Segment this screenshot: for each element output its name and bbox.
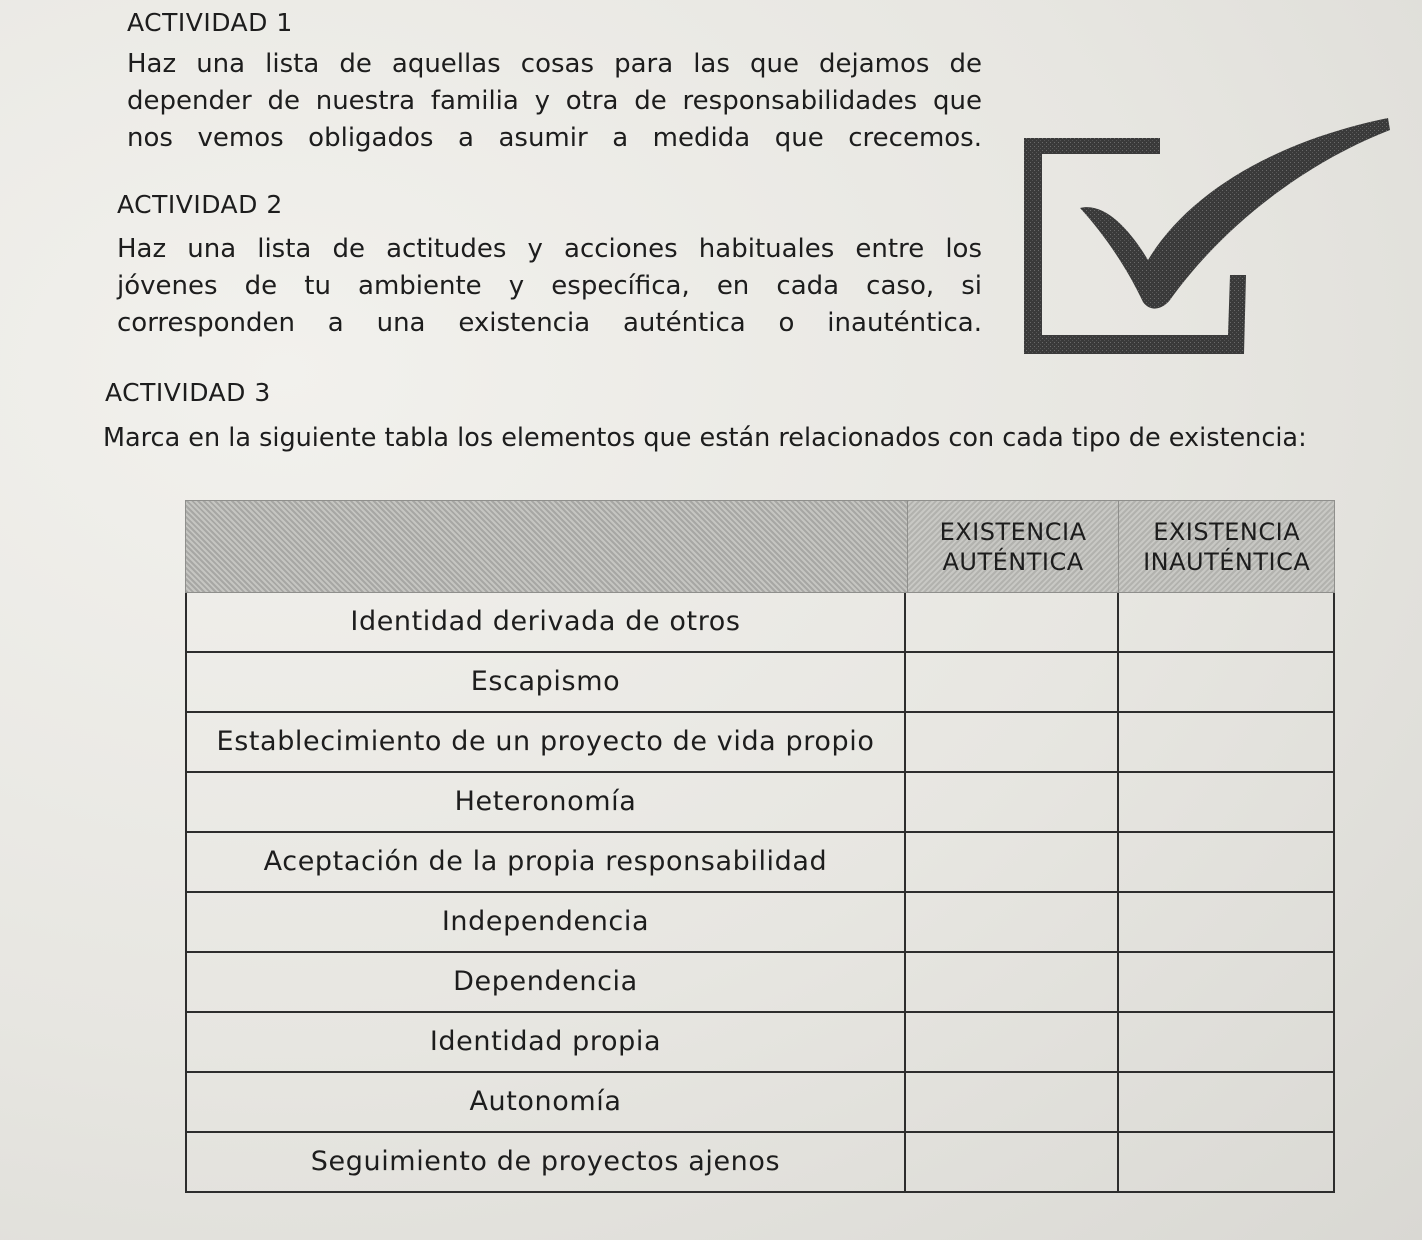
inauthentic-mark-cell[interactable] xyxy=(1117,713,1336,771)
table-row xyxy=(185,653,1335,713)
header-blank-cell xyxy=(185,500,908,593)
table-row xyxy=(185,953,1335,1013)
row-label: Independencia xyxy=(185,893,904,951)
table-row xyxy=(185,593,1335,653)
inauthentic-mark-cell[interactable] xyxy=(1117,593,1336,651)
row-label: Heteronomía xyxy=(185,773,904,831)
header-authentic-line-2: AUTÉNTICA xyxy=(942,548,1084,576)
header-inauthentic xyxy=(1119,500,1335,593)
table-row xyxy=(185,713,1335,773)
authentic-mark-cell[interactable] xyxy=(904,953,1117,1011)
row-label: Establecimiento de un proyecto de vida propio xyxy=(185,713,904,771)
activity1-text xyxy=(127,46,982,157)
table-row xyxy=(185,833,1335,893)
authentic-mark-cell[interactable] xyxy=(904,1073,1117,1131)
activity2-line-2: jóvenes de tu ambiente y específica, en cada caso, si xyxy=(117,271,982,301)
inauthentic-mark-cell[interactable] xyxy=(1117,893,1336,951)
authentic-mark-cell[interactable] xyxy=(904,1133,1117,1191)
activity3-title: ACTIVIDAD 3 xyxy=(105,378,271,407)
table-row xyxy=(185,1013,1335,1073)
inauthentic-mark-cell[interactable] xyxy=(1117,953,1336,1011)
activity2-line-3: corresponden a una existencia auténtica o inauténtica. xyxy=(117,308,982,338)
row-label: Autonomía xyxy=(185,1073,904,1131)
inauthentic-mark-cell[interactable] xyxy=(1117,653,1336,711)
activity1-line-3: nos vemos obligados a asumir a medida que crecemos. xyxy=(127,123,982,153)
row-label: Aceptación de la propia responsabilidad xyxy=(185,833,904,891)
table-row xyxy=(185,1133,1335,1193)
header-authentic xyxy=(908,500,1120,593)
existence-table xyxy=(185,500,1335,1193)
inauthentic-mark-cell[interactable] xyxy=(1117,833,1336,891)
row-label: Escapismo xyxy=(185,653,904,711)
authentic-mark-cell[interactable] xyxy=(904,1013,1117,1071)
inauthentic-mark-cell[interactable] xyxy=(1117,1073,1336,1131)
authentic-mark-cell[interactable] xyxy=(904,833,1117,891)
activity1-line-1: Haz una lista de aquellas cosas para las que dejamos de xyxy=(127,49,982,79)
activity1-line-2: depender de nuestra familia y otra de responsabilidades que xyxy=(127,86,982,116)
checkmark-box-icon xyxy=(1010,110,1400,370)
table-row xyxy=(185,893,1335,953)
table-row xyxy=(185,773,1335,833)
inauthentic-mark-cell[interactable] xyxy=(1117,1133,1336,1191)
header-authentic-line-1: EXISTENCIA xyxy=(939,518,1087,546)
row-label: Dependencia xyxy=(185,953,904,1011)
authentic-mark-cell[interactable] xyxy=(904,893,1117,951)
row-label: Identidad propia xyxy=(185,1013,904,1071)
inauthentic-mark-cell[interactable] xyxy=(1117,773,1336,831)
row-label: Seguimiento de proyectos ajenos xyxy=(185,1133,904,1191)
authentic-mark-cell[interactable] xyxy=(904,653,1117,711)
authentic-mark-cell[interactable] xyxy=(904,593,1117,651)
table-header xyxy=(185,500,1335,593)
activity2-title: ACTIVIDAD 2 xyxy=(117,190,283,219)
activity1-title: ACTIVIDAD 1 xyxy=(127,8,293,37)
activity3-instruction: Marca en la siguiente tabla los elementos que están relacionados con cada tipo de existencia: xyxy=(103,423,1307,453)
authentic-mark-cell[interactable] xyxy=(904,713,1117,771)
activity2-line-1: Haz una lista de actitudes y acciones habituales entre los xyxy=(117,234,982,264)
header-inauthentic-line-2: INAUTÉNTICA xyxy=(1143,548,1311,576)
header-inauthentic-line-1: EXISTENCIA xyxy=(1153,518,1301,546)
authentic-mark-cell[interactable] xyxy=(904,773,1117,831)
table-row xyxy=(185,1073,1335,1133)
activity2-text xyxy=(117,231,982,342)
row-label: Identidad derivada de otros xyxy=(185,593,904,651)
inauthentic-mark-cell[interactable] xyxy=(1117,1013,1336,1071)
